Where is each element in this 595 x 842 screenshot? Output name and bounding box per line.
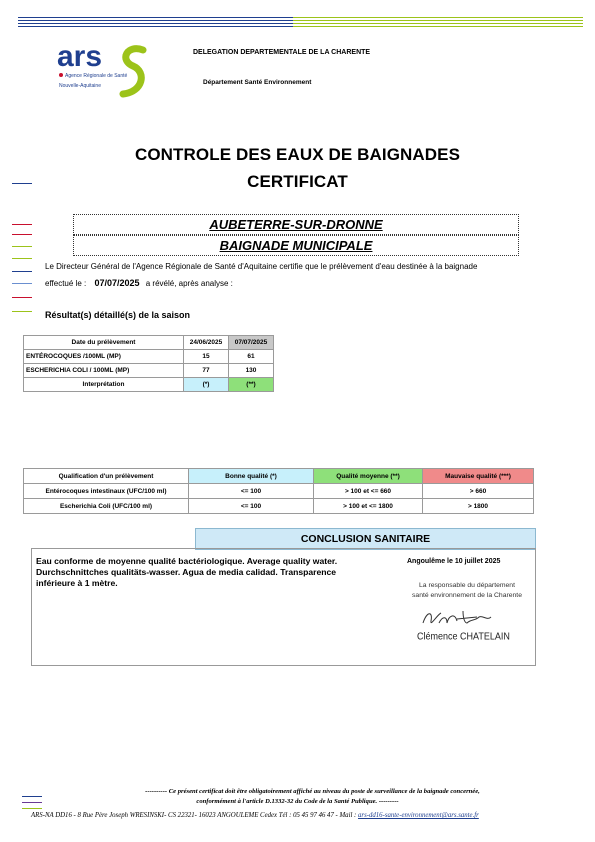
results-value: 61	[229, 350, 274, 364]
interpretation-value: (*)	[184, 378, 229, 392]
qualification-header: Qualification d'un prélèvement	[24, 469, 189, 484]
table-row	[24, 469, 534, 484]
conclusion-text: Eau conforme de moyenne qualité bactériologique. Average quality water. Durchschnittches qualitäts-wasser. Agua de media calidad. Transparence inférieure à 1 mètre.	[36, 556, 338, 588]
footer-notice-1: ---------- Ce présent certificat doit être obligatoirement affiché au niveau du poste de surveillance de la baignade concernée,	[145, 788, 480, 795]
certification-line1: Le Directeur Général de l'Agence Régionale de Santé d'Aquitaine certifie que le prélèvement d'eau destinée à la baignade	[45, 262, 478, 271]
interpretation-value: (**)	[229, 378, 274, 392]
results-value: 77	[184, 364, 229, 378]
responsible-title-1: La responsable du département	[419, 582, 515, 589]
results-row-label: ENTÉROCOQUES /100ML (MP)	[24, 350, 184, 364]
qualification-cell: > 100 et <= 660	[314, 484, 423, 499]
page-title: CONTROLE DES EAUX DE BAIGNADES	[134, 145, 461, 164]
table-row	[24, 350, 274, 364]
medium-quality-header: Qualité moyenne (**)	[314, 469, 423, 484]
delegation-label: DELEGATION DEPARTEMENTALE DE LA CHARENTE	[193, 49, 371, 56]
table-row	[24, 484, 534, 499]
logo-subtitle-2: Nouvelle-Aquitaine	[59, 83, 101, 89]
qualification-cell: Entérocoques intestinaux (UFC/100 ml)	[24, 484, 189, 499]
results-heading: Résultat(s) détaillé(s) de la saison	[45, 310, 191, 320]
results-date: 07/07/2025	[229, 336, 274, 350]
results-col-label: Date du prélèvement	[24, 336, 184, 350]
results-row-label: ESCHERICHIA COLI / 100ML (MP)	[24, 364, 184, 378]
conclusion-heading: CONCLUSION SANITAIRE	[195, 528, 536, 550]
qualification-cell: <= 100	[189, 484, 314, 499]
certification-prefix: effectué le :	[45, 279, 87, 288]
handwritten-signature	[417, 605, 507, 631]
qualification-cell: > 1800	[423, 499, 534, 514]
conclusion-box	[31, 548, 536, 666]
sample-date: 07/07/2025	[94, 278, 140, 288]
footer-notice-2: conformément à l'article D.1332-32 du Code de la Santé Publique. ---------	[196, 798, 399, 805]
department-label: Département Santé Environnement	[203, 79, 312, 86]
qualification-cell: > 660	[423, 484, 534, 499]
commune-name: AUBETERRE-SUR-DRONNE	[73, 214, 519, 235]
results-date: 24/06/2025	[184, 336, 229, 350]
address-text: ARS-NA DD16 - 8 Rue Père Joseph WRESINSKI- CS 22321- 16023 ANGOULEME Cedex Tél : 05 45 97 46 47 - Mail :	[31, 812, 357, 819]
page-subtitle: CERTIFICAT	[247, 172, 348, 191]
ars-logo	[57, 40, 157, 100]
qualification-cell: > 100 et <= 1800	[314, 499, 423, 514]
footer-address	[31, 812, 571, 819]
site-name: BAIGNADE MUNICIPALE	[73, 235, 519, 256]
results-value: 15	[184, 350, 229, 364]
interpretation-label: Interprétation	[24, 378, 184, 392]
ars-logo-text: ars	[57, 40, 103, 73]
qualification-cell: Escherichia Coli (UFC/100 ml)	[24, 499, 189, 514]
responsible-title-2: santé environnement de la Charente	[412, 592, 522, 599]
table-row	[24, 364, 274, 378]
place-date: Angoulême le 10 juillet 2025	[407, 558, 501, 565]
table-row	[24, 499, 534, 514]
certification-line2	[45, 278, 233, 288]
good-quality-header: Bonne qualité (*)	[189, 469, 314, 484]
qualification-table	[23, 468, 534, 514]
table-row	[24, 336, 274, 350]
email-link[interactable]: ars-dd16-sante-environnement@ars.sante.fr	[358, 812, 479, 819]
qualification-cell: <= 100	[189, 499, 314, 514]
table-row	[24, 378, 274, 392]
certification-suffix: a révélé, après analyse :	[145, 279, 233, 288]
signatory-name: Clémence CHATELAIN	[417, 630, 510, 642]
logo-subtitle-1: Agence Régionale de Santé	[65, 73, 128, 79]
bad-quality-header: Mauvaise qualité (***)	[423, 469, 534, 484]
results-table	[23, 335, 274, 392]
results-value: 130	[229, 364, 274, 378]
